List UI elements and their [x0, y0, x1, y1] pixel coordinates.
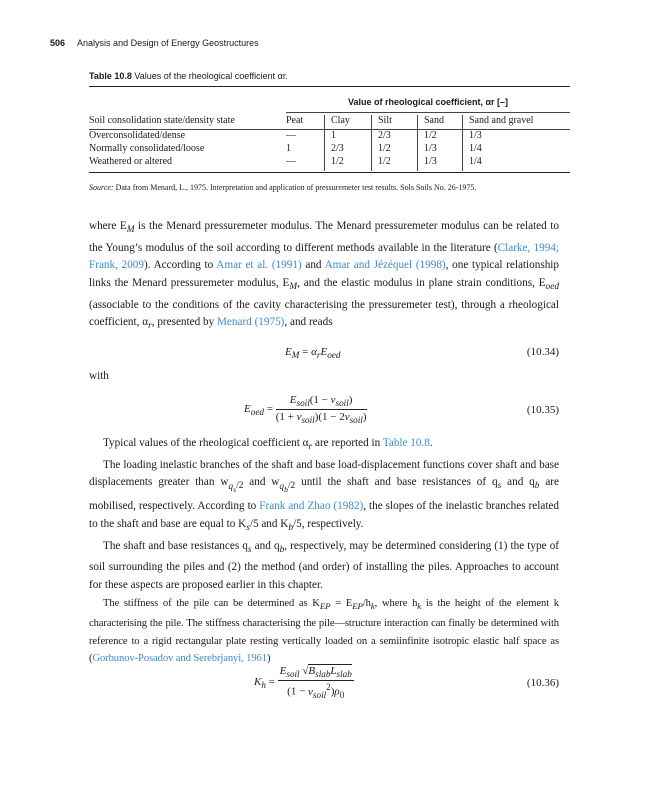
table-cell: 1/3 — [469, 130, 482, 141]
table-cell: 1/2 — [378, 143, 391, 154]
table-row — [89, 130, 570, 143]
with-label: with — [89, 370, 109, 382]
equation-10-34: $E_M = \alpha_rE_{oed}$ — [285, 346, 341, 361]
column-header: Sand — [424, 115, 444, 126]
column-header: Soil consolidation state/density state — [89, 115, 235, 126]
column-header: Silt — [378, 115, 392, 126]
equation-number: (10.36) — [526, 677, 559, 689]
paragraph: The loading inelastic branches of the shaft and base load-displacement functions cover shaft and base displacements greater than $w_{q_s/2}$ and $w_{q_b/2}$ until the shaft and base resistances of $q_s$ and $q_b$ are mobilised, respectively. According to Frank and Zhao (1982), the slopes of the inelastic branches related to the shaft and base are equal to $K_s/5$ and $K_b/5$, respectively. — [89, 458, 559, 533]
running-title: Analysis and Design of Energy Geostructures — [77, 38, 259, 48]
paragraph: Typical values of the rheological coefficient $\alpha_r$ are reported in Table 10.8. — [103, 437, 433, 453]
column-divider — [324, 115, 325, 171]
paragraph: The shaft and base resistances $q_s$ and $q_b$, respectively, may be determined considering (1) the type of soil surrounding the piles and (2) the method (and order) of installing the piles. Approaches to account for these aspects are proposed earlier in this chapter. — [89, 539, 560, 591]
table-number: Table 10.8 — [89, 71, 132, 81]
table-cell: 1/3 — [424, 143, 437, 154]
table-cell: — — [286, 156, 296, 167]
citation-link[interactable]: Menard (1975) — [216, 316, 285, 329]
equation-10-36: $K_h$ = $\frac{E_{soil} √B_{slab}L_{slab}}{(1 - \nu_{soil}^2)\rho_0}$ — [254, 665, 352, 701]
table-link[interactable]: Table 10.8 — [382, 437, 430, 449]
source-label: Source: — [89, 183, 114, 192]
column-header: Clay — [331, 115, 350, 126]
source-text: Data from Menard, L., 1975. Interpretation and application of pressuremeter test results. Sols Soils No. 26-1975. — [115, 183, 477, 192]
column-divider — [417, 115, 418, 171]
paragraph: where $E_M$ is the Menard pressuremeter modulus. The Menard pressuremeter modulus can be related to the Young’s modulus of the soil according to different methods available in the literature (Clarke, 1994; Frank, 2009). According to Amar et al. (1991) and Amar and Jézéquel (1998), one typical relationship links the Menard pressuremeter modulus, $E_M$, and the elastic modulus in plane strain conditions, $E_{oed}$ (associable to the conditions of the cavity characterising the pressuremeter test), through a rheological coefficient, $\alpha_r$, presented by Menard (1975), and reads — [89, 220, 559, 332]
table-cell: 1/2 — [378, 156, 391, 167]
page-number: 506 — [50, 38, 66, 48]
table-group-header: Value of rheological coefficient, αr [–] — [347, 97, 509, 107]
table-row — [89, 156, 570, 169]
column-divider — [462, 115, 463, 171]
table-cell: 2/3 — [331, 143, 344, 154]
column-header: Peat — [286, 115, 304, 126]
equation-number: (10.34) — [526, 346, 559, 358]
group-header-rule — [286, 112, 570, 113]
citation-link[interactable]: Amar et al. (1991) — [216, 259, 302, 272]
table-cell: 1/4 — [469, 156, 482, 167]
equation-10-35: $E_{oed}$ = $\frac{E_{soil}(1 - \nu_{soil})}{(1 + \nu_{soil})(1 - 2\nu_{soil})}$ — [244, 394, 367, 426]
table-top-rule — [89, 86, 570, 87]
citation-link[interactable]: Amar and Jézéquel (1998) — [324, 259, 446, 272]
citation-link[interactable]: Clarke, 1994; Frank, 2009 — [89, 241, 559, 272]
table-cell: 1/4 — [469, 143, 482, 154]
running-header — [50, 38, 259, 48]
table-cell: — — [286, 130, 296, 141]
table-cell: 1/3 — [424, 156, 437, 167]
table-row — [89, 143, 570, 156]
citation-link[interactable]: Gorbunov-Posadov and Serebrjanyi, 1961 — [92, 653, 267, 665]
table-cell: 1 — [331, 130, 336, 141]
body-text — [89, 218, 559, 336]
paragraph: The stiffness of the pile can be determined as $K_{EP} = E_{EP}/h_k$, where $h_k$ is the height of the element k characterising the pile. The stiffness characterising the pile—structure interaction can finally be determined with reference to a rigid rectangular plate resting vertically loaded on a semiinfinite isotropic elastic half space as (Gorbunov-Posadov and Serebrjanyi, 1961) — [89, 597, 559, 665]
table-cell: 2/3 — [378, 130, 391, 141]
column-header: Sand and gravel — [469, 115, 534, 126]
table-header-row — [89, 115, 570, 128]
table-cell: Overconsolidated/dense — [89, 130, 186, 141]
table-cell: 1/2 — [424, 130, 437, 141]
table-cell: 1 — [286, 143, 291, 154]
table-caption — [89, 71, 288, 81]
table-cell: 1/2 — [331, 156, 344, 167]
table-cell: Normally consolidated/loose — [89, 143, 205, 154]
body-text-2 — [89, 435, 559, 668]
table-cell: Weathered or altered — [89, 156, 173, 167]
equation-number: (10.35) — [526, 404, 559, 416]
table-bottom-rule — [89, 172, 570, 173]
table-caption-text: Values of the rheological coefficient αr. — [134, 71, 288, 81]
table-source — [89, 182, 559, 193]
column-divider — [371, 115, 372, 171]
citation-link[interactable]: Frank and Zhao (1982) — [259, 500, 364, 513]
